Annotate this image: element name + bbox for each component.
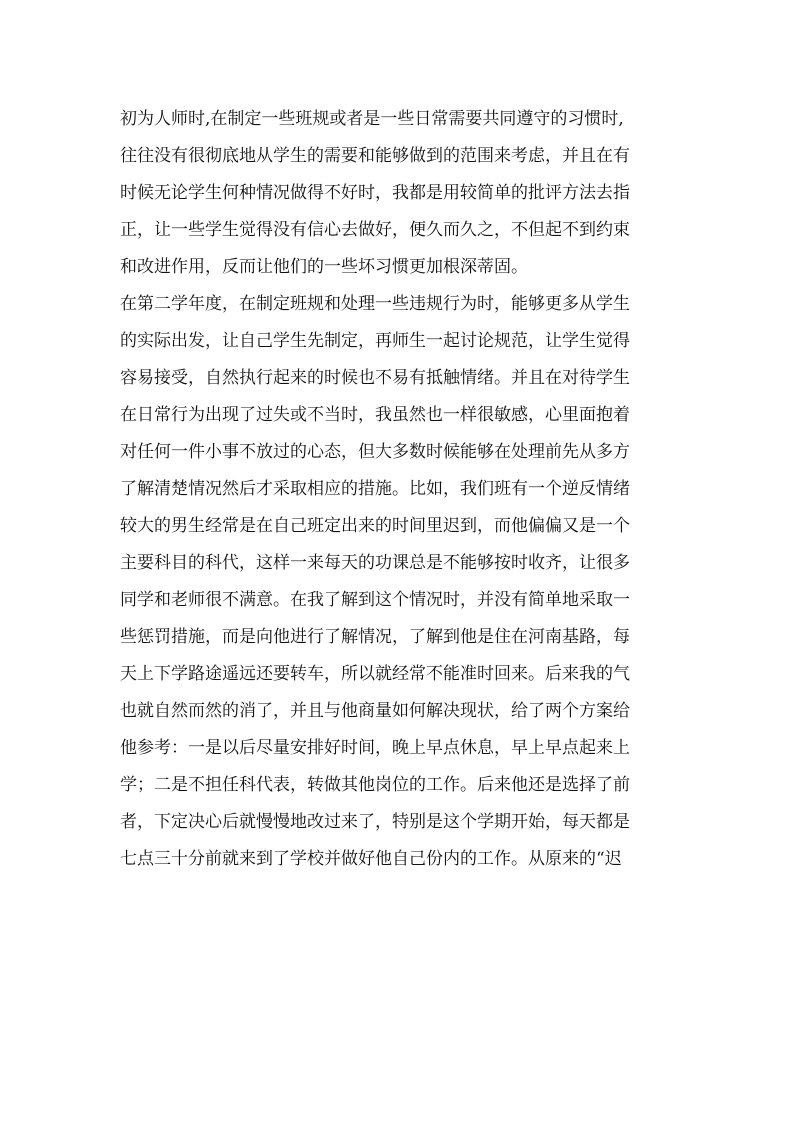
text-line: 些惩罚措施，而是向他进行了解情况，了解到他是住在河南基路，每 (120, 627, 630, 647)
text-line: 主要科目的科代，这样一来每天的功课总是不能够按时收齐，让很多 (120, 553, 630, 573)
text-line: 正，让一些学生觉得没有信心去做好，便久而久之，不但起不到约束 (120, 220, 630, 240)
text-line: 七点三十分前就来到了学校并做好他自己份内的工作。从原来的“迟 (120, 849, 622, 869)
text-line: 了解清楚情况然后才采取相应的措施。比如，我们班有一个逆反情绪 (120, 479, 630, 499)
text-line: 较大的男生经常是在自己班定出来的时间里迟到，而他偏偏又是一个 (120, 516, 630, 536)
body-text (120, 101, 680, 878)
text-line: 天上下学路途遥远还要转车，所以就经常不能准时回来。后来我的气 (120, 664, 630, 684)
text-line: 时候无论学生何种情况做得不好时，我都是用较简单的批评方法去指 (120, 183, 630, 203)
text-line: 他参考：一是以后尽量安排好时间，晚上早点休息，早上早点起来上 (120, 738, 630, 758)
text-line: 容易接受，自然执行起来的时候也不易有抵触情绪。并且在对待学生 (120, 368, 630, 388)
text-line: 同学和老师很不满意。在我了解到这个情况时，并没有简单地采取一 (120, 590, 630, 610)
text-line: 往往没有很彻底地从学生的需要和能够做到的范围来考虑，并且在有 (120, 146, 630, 166)
text-line: 者，下定决心后就慢慢地改过来了，特别是这个学期开始，每天都是 (120, 812, 630, 832)
text-line: 学；二是不担任科代表，转做其他岗位的工作。后来他还是选择了前 (120, 775, 630, 795)
text-line: 初为人师时,在制定一些班规或者是一些日常需要共同遵守的习惯时, (120, 109, 624, 129)
text-line: 对任何一件小事不放过的心态，但大多数时候能够在处理前先从多方 (120, 442, 630, 462)
text-line: 的实际出发，让自己学生先制定，再师生一起讨论规范，让学生觉得 (120, 331, 630, 351)
text-line: 也就自然而然的消了，并且与他商量如何解决现状，给了两个方案给 (120, 701, 630, 721)
text-line: 和改进作用，反而让他们的一些坏习惯更加根深蒂固。 (120, 257, 528, 277)
text-line: 在第二学年度，在制定班规和处理一些违规行为时，能够更多从学生 (120, 294, 630, 314)
text-line: 在日常行为出现了过失或不当时，我虽然也一样很敏感，心里面抱着 (120, 405, 630, 425)
